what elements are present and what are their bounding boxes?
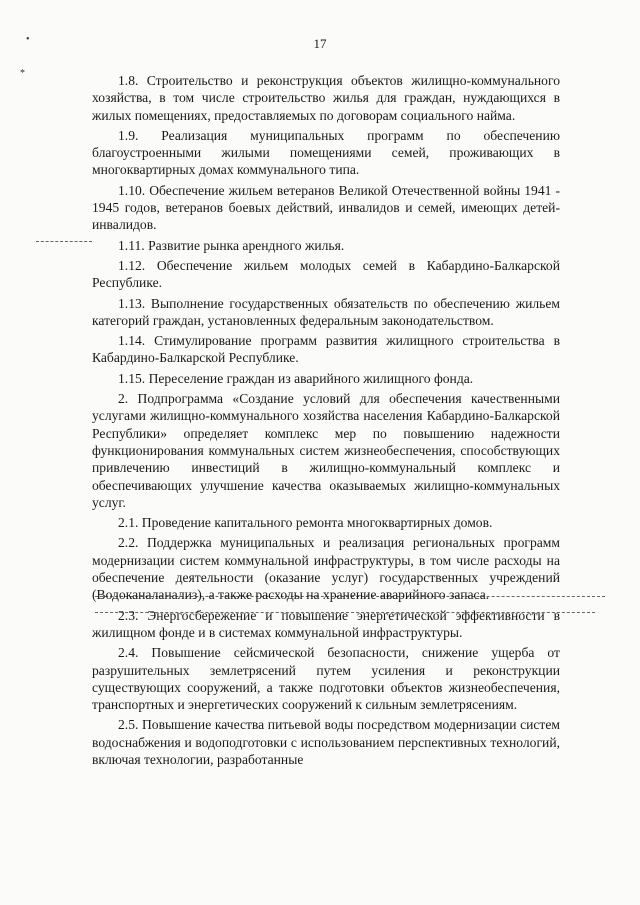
paragraph-1-13: 1.13. Выполнение государственных обязательств по обеспечению жильем категорий граждан, установленных федеральным законодательством. [92,295,560,328]
paragraph-1-9: 1.9. Реализация муниципальных программ по обеспечению благоустроенными жилыми помещениями семей, проживающих в многоквартирных домах коммунального типа. [92,127,560,178]
page-number: 17 [313,36,327,51]
paragraph-2-1: 2.1. Проведение капитального ремонта многоквартирных домов. [118,515,493,531]
paragraph-2-3: 2.3. Энергосбережение и повышение энергетической эффективности в жилищном фонде и в системах коммунальной инфраструктуры. [92,607,560,640]
paragraph-1-15: 1.15. Переселение граждан из аварийного жилищного фонда. [118,370,474,386]
paragraph-2-2: 2.2. Поддержка муниципальных и реализация региональных программ модернизации систем коммунальной инфраструктуры, в том числе расходы на обеспечение деятельности (оказание услуг) государственных учреждений (Водоканаланализ), а также расходы на хранение аварийного запаса. [92,535,560,603]
paragraph-2-4: 2.4. Повышение сейсмической безопасности, снижение ущерба от разрушительных землетрясений путем усиления и реконструкции существующих сооружений, а также подготовки объектов жизнеобеспечения, транспортных и энергетических сооружений к сильным землетрясениям. [92,645,560,713]
scan-rule-line [36,241,92,242]
document-body [92,72,560,771]
paragraph-1-14: 1.14. Стимулирование программ развития жилищного строительства в Кабардино-Балкарской Республике. [92,333,560,366]
paragraph-1-11: 1.11. Развитие рынка арендного жилья. [118,237,345,253]
margin-mark: * [20,68,25,79]
corner-mark: • [26,34,30,45]
paragraph-1-8: 1.8. Строительство и реконструкция объектов жилищно-коммунального хозяйства, в том числе строительство жилья для граждан, нуждающихся в жилых помещениях, предоставляемых по договорам социального найма. [92,73,560,123]
paragraph-1-12: 1.12. Обеспечение жильем молодых семей в Кабардино-Балкарской Республике. [92,257,560,291]
paragraph-1-10: 1.10. Обеспечение жильем ветеранов Великой Отечественной войны 1941 - 1945 годов, ветеранов боевых действий, инвалидов и семей, имеющих детей-инвалидов. [92,182,560,233]
paragraph-2: 2. Подпрограмма «Создание условий для обеспечения качественными услугами жилищно-коммунального хозяйства населения Кабардино-Балкарской Республики» определяет комплекс мер по повышению надежности функционирования коммунальных систем жизнеобеспечения, способствующих привлечению инвестиций в жилищно-коммунальный комплекс и обеспечивающих улучшение качества оказываемых жилищно-коммунальных услуг. [92,391,560,510]
paragraph-2-5: 2.5. Повышение качества питьевой воды посредством модернизации систем водоснабжения и водоподготовки с использованием перспективных технологий, включая технологии, разработанные [92,717,560,767]
